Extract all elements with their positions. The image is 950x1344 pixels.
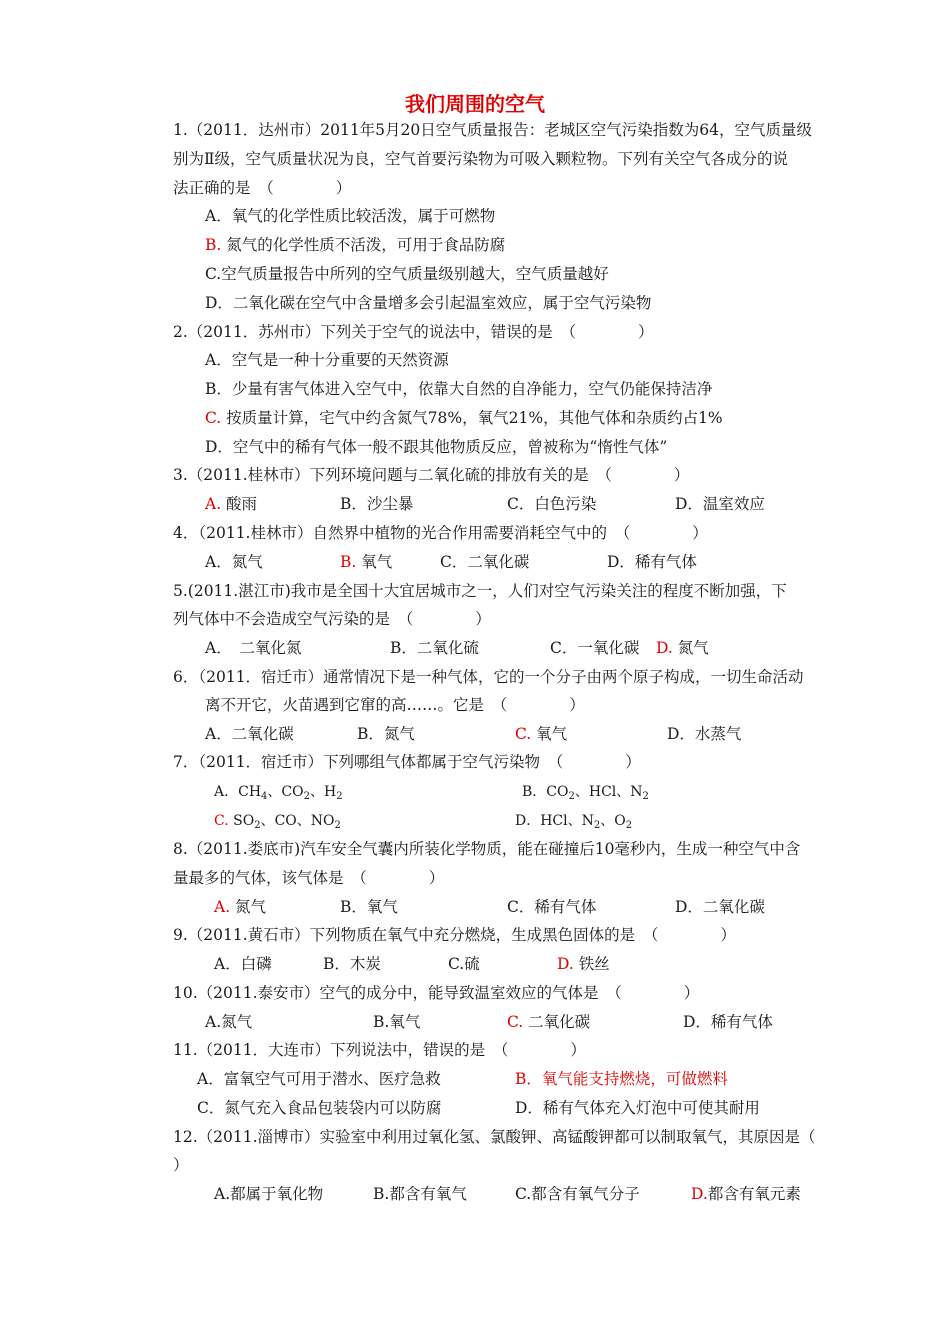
q5-stem-line2: 列气体中不会造成空气污染的是 （ ） [173, 610, 491, 628]
q9-option-a: A．白磷 [214, 955, 272, 973]
q8-option-c: C．稀有气体 [507, 898, 597, 916]
q3-option-b: B．沙尘暴 [340, 495, 414, 513]
q4-option-b-text: 氧气 [356, 553, 393, 571]
q5-option-d-text: 氮气 [672, 639, 709, 657]
q5-answer-letter: D. [656, 639, 673, 657]
q8-option-d: D．二氧化碳 [675, 898, 765, 916]
q2-option-d: D．空气中的稀有气体一般不跟其他物质反应，曾被称为“惰性气体” [205, 438, 668, 456]
q3-option-d: D．温室效应 [675, 495, 765, 513]
q6-stem-line1: 6．（2011．宿迁市）通常情况下是一种气体，它的一个分子由两个原子构成，一切生命活动 [173, 668, 804, 686]
q3-stem: 3.（2011.桂林市）下列环境问题与二氧化硫的排放有关的是 （ ） [173, 466, 690, 484]
q11-option-c: C．氮气充入食品包装袋内可以防腐 [197, 1099, 442, 1117]
q2-option-c-text: 按质量计算，宅气中约含氮气78%，氧气21%，其他气体和杂质约占1% [221, 409, 723, 427]
q9-option-d [557, 954, 610, 974]
q1-answer-letter: B. [205, 236, 222, 254]
q4-option-a: A．氮气 [205, 553, 263, 571]
q7-option-b: B．$CO_2$、HCl、$N_2$ [522, 784, 649, 802]
q12-answer-letter: D. [691, 1185, 708, 1203]
q6-option-c-text: 氧气 [531, 725, 568, 743]
q6-option-a: A．二氧化碳 [205, 725, 294, 743]
q6-option-d: D．水蒸气 [667, 725, 742, 743]
q7-option-d: D．HCl、$N_2$、$O_2$ [515, 813, 633, 831]
q11-option-b-answer: B．氧气能支持燃烧，可做燃料 [515, 1070, 728, 1088]
q5-option-d [656, 638, 709, 658]
q12-option-d-text: 都含有氧元素 [707, 1185, 801, 1203]
q2-answer-letter: C. [205, 409, 222, 427]
q12-stem-line1: 12.（2011.淄博市）实验室中利用过氧化氢、氯酸钾、高锰酸钾都可以制取氧气，其原因是（ [173, 1128, 816, 1146]
q8-option-a-text: 氮气 [230, 898, 267, 916]
q8-stem-line2: 量最多的气体，该气体是 （ ） [173, 869, 445, 887]
q10-option-c-text: 二氧化碳 [523, 1013, 591, 1031]
q8-answer-letter: A. [214, 898, 231, 916]
q2-option-b: B．少量有害气体进入空气中，依靠大自然的自净能力，空气仍能保持洁净 [205, 380, 713, 398]
q7-option-a: A．$CH_4$、$CO_2$、$H_2$ [214, 784, 343, 802]
q1-option-c: C.空气质量报告中所列的空气质量级别越大，空气质量越好 [205, 265, 609, 283]
q4-answer-letter: B. [340, 553, 357, 571]
q4-option-b [340, 552, 392, 572]
q5-stem-line1: 5.(2011.湛江市)我市是全国十大宜居城市之一，人们对空气污染关注的程度不断加强，下 [173, 582, 787, 600]
q12-option-d [691, 1184, 801, 1204]
q10-stem: 10.（2011.泰安市）空气的成分中，能导致温室效应的气体是 （ ） [173, 984, 700, 1002]
q4-option-d: D．稀有气体 [607, 553, 697, 571]
q10-option-c [507, 1012, 590, 1032]
q3-option-a [205, 494, 257, 514]
q9-stem: 9.（2011.黄石市）下列物质在氧气中充分燃烧，生成黑色固体的是 （ ） [173, 926, 736, 944]
q9-option-c: C.硫 [448, 955, 480, 973]
q1-option-b [205, 235, 505, 255]
q1-stem-line1: 1.（2011．达州市）2011年5月20日空气质量报告：老城区空气污染指数为64，空气质量级 [173, 121, 812, 139]
q12-option-c: C.都含有氧气分子 [515, 1185, 640, 1203]
page-title: 我们周围的空气 [405, 92, 545, 116]
q1-option-a: A．氧气的化学性质比较活泼，属于可燃物 [205, 207, 496, 225]
q6-stem-line2: 离不开它，火苗遇到它窜的高……。它是 （ ） [205, 696, 585, 714]
q10-answer-letter: C. [507, 1013, 524, 1031]
q10-option-b: B.氧气 [373, 1013, 421, 1031]
q5-option-c: C．一氧化碳 [550, 639, 640, 657]
q9-answer-letter: D. [557, 955, 574, 973]
q12-option-a: A.都属于氧化物 [214, 1185, 324, 1203]
q3-option-a-text: 酸雨 [221, 495, 258, 513]
q6-option-c [515, 724, 567, 744]
q9-option-d-text: 铁丝 [573, 955, 610, 973]
q4-option-c: C．二氧化碳 [440, 553, 530, 571]
q4-stem: 4．（2011.桂林市）自然界中植物的光合作用需要消耗空气中的 （ ） [173, 524, 708, 542]
q7-answer-letter: C. [214, 813, 229, 829]
q5-option-a: A． 二氧化氮 [205, 639, 302, 657]
q1-option-d: D．二氧化碳在空气中含量增多会引起温室效应，属于空气污染物 [205, 294, 652, 312]
q11-stem: 11.（2011．大连市）下列说法中，错误的是 （ ） [173, 1041, 586, 1059]
q7-option-c: C. $SO_2$、CO、$NO_2$ [214, 813, 341, 831]
q8-stem-line1: 8.（2011.娄底市)汽车安全气囊内所装化学物质，能在碰撞后10毫秒内，生成一种空气中含 [173, 840, 801, 858]
q8-option-a [214, 897, 266, 917]
q3-answer-letter: A. [205, 495, 222, 513]
q9-option-b: B．木炭 [323, 955, 381, 973]
q10-option-a: A.氮气 [205, 1013, 253, 1031]
q6-option-b: B．氮气 [357, 725, 415, 743]
q7-stem: 7．（2011．宿迁市）下列哪组气体都属于空气污染物 （ ） [173, 753, 641, 771]
q8-option-b: B．氧气 [340, 898, 398, 916]
q2-option-c [205, 408, 723, 428]
q1-option-b-text: 氮气的化学性质不活泼，可用于食品防腐 [221, 236, 506, 254]
q1-stem-line2: 别为Ⅱ级，空气质量状况为良，空气首要污染物为可吸入颗粒物。下列有关空气各成分的说 [173, 150, 789, 168]
q3-option-c: C．白色污染 [507, 495, 597, 513]
q5-option-b: B．二氧化硫 [390, 639, 479, 657]
q6-answer-letter: C. [515, 725, 532, 743]
q12-stem-line2: ） [173, 1156, 189, 1174]
q11-option-a: A．富氧空气可用于潜水、医疗急救 [197, 1070, 441, 1088]
q10-option-d: D．稀有气体 [683, 1013, 773, 1031]
q11-option-d: D．稀有气体充入灯泡中可使其耐用 [515, 1099, 760, 1117]
q2-option-a: A．空气是一种十分重要的天然资源 [205, 351, 449, 369]
q2-stem: 2.（2011．苏州市）下列关于空气的说法中，错误的是 （ ） [173, 323, 654, 341]
q12-option-b: B.都含有氧气 [373, 1185, 467, 1203]
q1-stem-line3: 法正确的是 （ ） [173, 179, 352, 197]
